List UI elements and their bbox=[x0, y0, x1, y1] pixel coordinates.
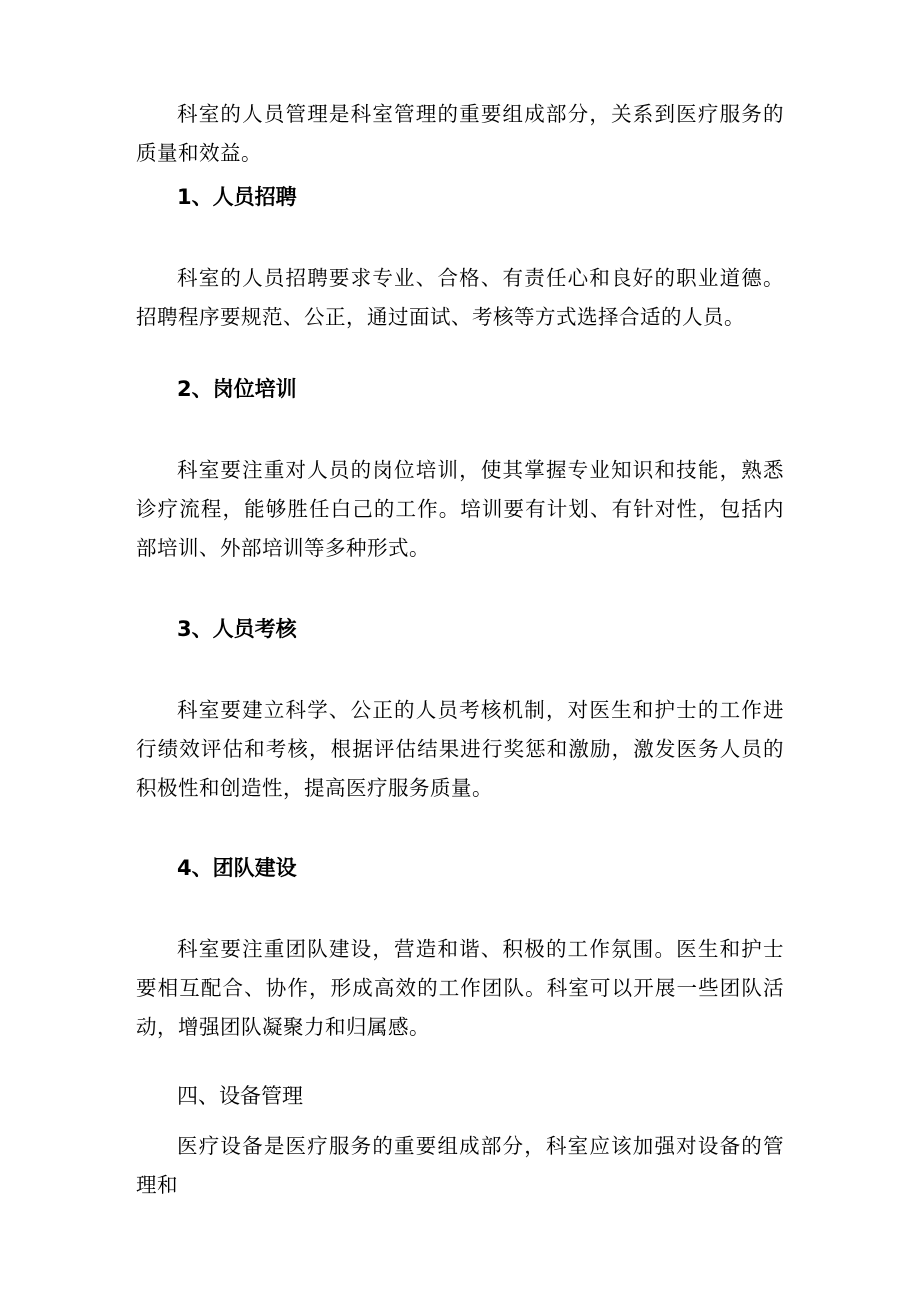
section-body-training: 科室要注重对人员的岗位培训，使其掌握专业知识和技能，熟悉诊疗流程，能够胜任白己的工作。培训要有计划、有针对性，包括内部培训、外部培训等多种形式。 bbox=[136, 458, 784, 560]
chapter-body-equipment: 医疗设备是医疗服务的重要组成部分，科室应该加强对设备的管理和 bbox=[136, 1134, 784, 1197]
section-body-assessment: 科室要建立科学、公正的人员考核机制，对医生和护士的工作进行绩效评估和考核，根据评估结果进行奖惩和激励，激发医务人员的积极性和创造性，提高医疗服务质量。 bbox=[136, 698, 784, 800]
section-body-team-building: 科室要注重团队建设，营造和谐、积极的工作氛围。医生和护士要相互配合、协作，形成高效的工作团队。科室可以开展一些团队活动，增强团队凝聚力和归属感。 bbox=[136, 937, 784, 1039]
section-body-recruitment: 科室的人员招聘要求专业、合格、有责任心和良好的职业道德。招聘程序要规范、公正，通过面试、考核等方式选择合适的人员。 bbox=[136, 266, 784, 329]
section-heading-assessment: 3、人员考核 bbox=[177, 617, 297, 641]
intro-paragraph: 科室的人员管理是科室管理的重要组成部分，关系到医疗服务的质量和效益。 bbox=[136, 102, 784, 165]
chapter-heading-equipment: 四、设备管理 bbox=[177, 1084, 303, 1108]
section-heading-training: 2、岗位培训 bbox=[177, 377, 297, 401]
section-heading-recruitment: 1、人员招聘 bbox=[177, 185, 297, 209]
section-heading-team-building: 4、团队建设 bbox=[177, 856, 297, 880]
